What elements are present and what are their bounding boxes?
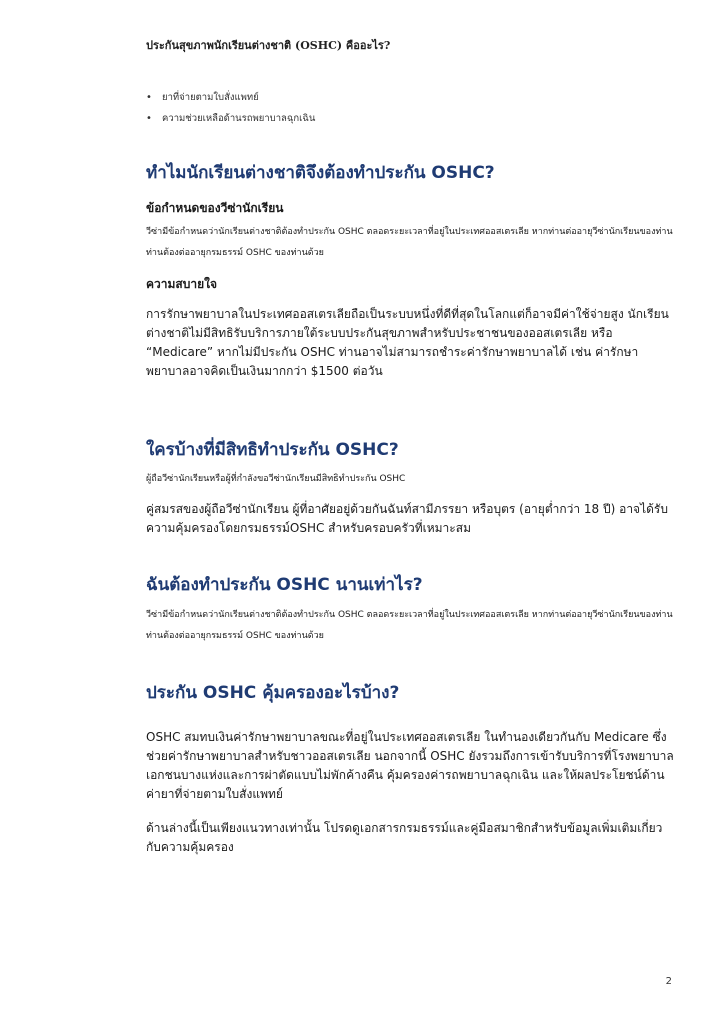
paragraph-who-eligible-1: ผู้ถือวีซ่านักเรียนหรือผู้ที่กำลังขอวีซ่านักเรียนมีสิทธิทำประกัน OSHC — [146, 474, 406, 484]
heading-how-long: ฉันต้องทำประกัน OSHC นานเท่าไร? — [146, 575, 423, 595]
paragraph-how-long: วีซ่ามีข้อกำหนดว่านักเรียนต่างชาติต้องทำประกัน OSHC ตลอดระยะเวลาที่อยู่ในประเทศออสเตรเลีย หากท่านต่ออายุวีซ่านักเรียนของท่าน ท่านต้องต่ออายุกรมธรรม์ OSHC ของท่านด้วย — [146, 610, 673, 641]
paragraph-who-eligible-2: คู่สมรสของผู้ถือวีซ่านักเรียน ผู้ที่อาศัยอยู่ด้วยกันฉันท์สามีภรรยา หรือบุตร (อายุต่ำกว่า 18 ปี) อาจได้รับความคุ้มครองโดยกรมธรรม์OSHC สำหรับครอบครัวที่เหมาะสม — [146, 502, 668, 535]
heading-what-covered: ประกัน OSHC คุ้มครองอะไรบ้าง? — [146, 683, 400, 703]
paragraph-what-covered-1: OSHC สมทบเงินค่ารักษาพยาบาลขณะที่อยู่ในประเทศออสเตรเลีย ในทำนองเดียวกันกับ Medicare ซึ่งช่วยค่ารักษาพยาบาลสำหรับชาวออสเตรเลีย นอกจากนี้ OSHC ยังรวมถึงการเข้ารับบริการที่โรงพยาบาลเอกชนบางแห่งและการผ่าตัดแบบไม่พักค้างคืน คุ้มครองค่ารถพยาบาลฉุกเฉิน และให้ผลประโยชน์ด้านค่ายาที่จ่ายตามใบสั่งแพทย์ — [146, 730, 674, 801]
paragraph-peace-of-mind: การรักษาพยาบาลในประเทศออสเตรเลียถือเป็นระบบหนึ่งที่ดีที่สุดในโลกแต่ก็อาจมีค่าใช้จ่ายสูง นักเรียนต่างชาติไม่มีสิทธิรับบริการภายใต้ระบบประกันสุขภาพสำหรับประชาชนของออสเตรเลีย หรือ “Medicare” หากไม่มีประกัน OSHC ท่านอาจไม่สามารถชำระค่ารักษาพยาบาลได้ เช่น ค่ารักษาพยาบาลอาจคิดเป็นเงินมากกว่า $1500 ต่อวัน — [146, 307, 669, 378]
page-number: 2 — [665, 976, 672, 987]
heading-why-oshc: ทำไมนักเรียนต่างชาติจึงต้องทำประกัน OSHC? — [146, 163, 495, 183]
paragraph-what-covered-2: ด้านล่างนี้เป็นเพียงแนวทางเท่านั้น โปรดดูเอกสารกรมธรรม์และคู่มือสมาชิกสำหรับข้อมูลเพิ่มเติมเกี่ยวกับความคุ้มครอง — [146, 821, 663, 854]
subheading-visa-requirement: ข้อกำหนดของวีซ่านักเรียน — [146, 201, 284, 215]
bullet-list — [146, 91, 315, 133]
subheading-peace-of-mind: ความสบายใจ — [146, 277, 218, 291]
paragraph-visa-requirement: วีซ่ามีข้อกำหนดว่านักเรียนต่างชาติต้องทำประกัน OSHC ตลอดระยะเวลาที่อยู่ในประเทศออสเตรเลีย หากท่านต่ออายุวีซ่านักเรียนของท่าน ท่านต้องต่ออายุกรมธรรม์ OSHC ของท่านด้วย — [146, 227, 673, 258]
running-header: ประกันสุขภาพนักเรียนต่างชาติ (OSHC) คืออะไร? — [146, 39, 391, 52]
bullet-item: • ความช่วยเหลือด้านรถพยาบาลฉุกเฉิน — [146, 112, 315, 133]
bullet-item: • ยาที่จ่ายตามใบสั่งแพทย์ — [146, 91, 315, 112]
heading-who-eligible: ใครบ้างที่มีสิทธิทำประกัน OSHC? — [146, 440, 399, 460]
